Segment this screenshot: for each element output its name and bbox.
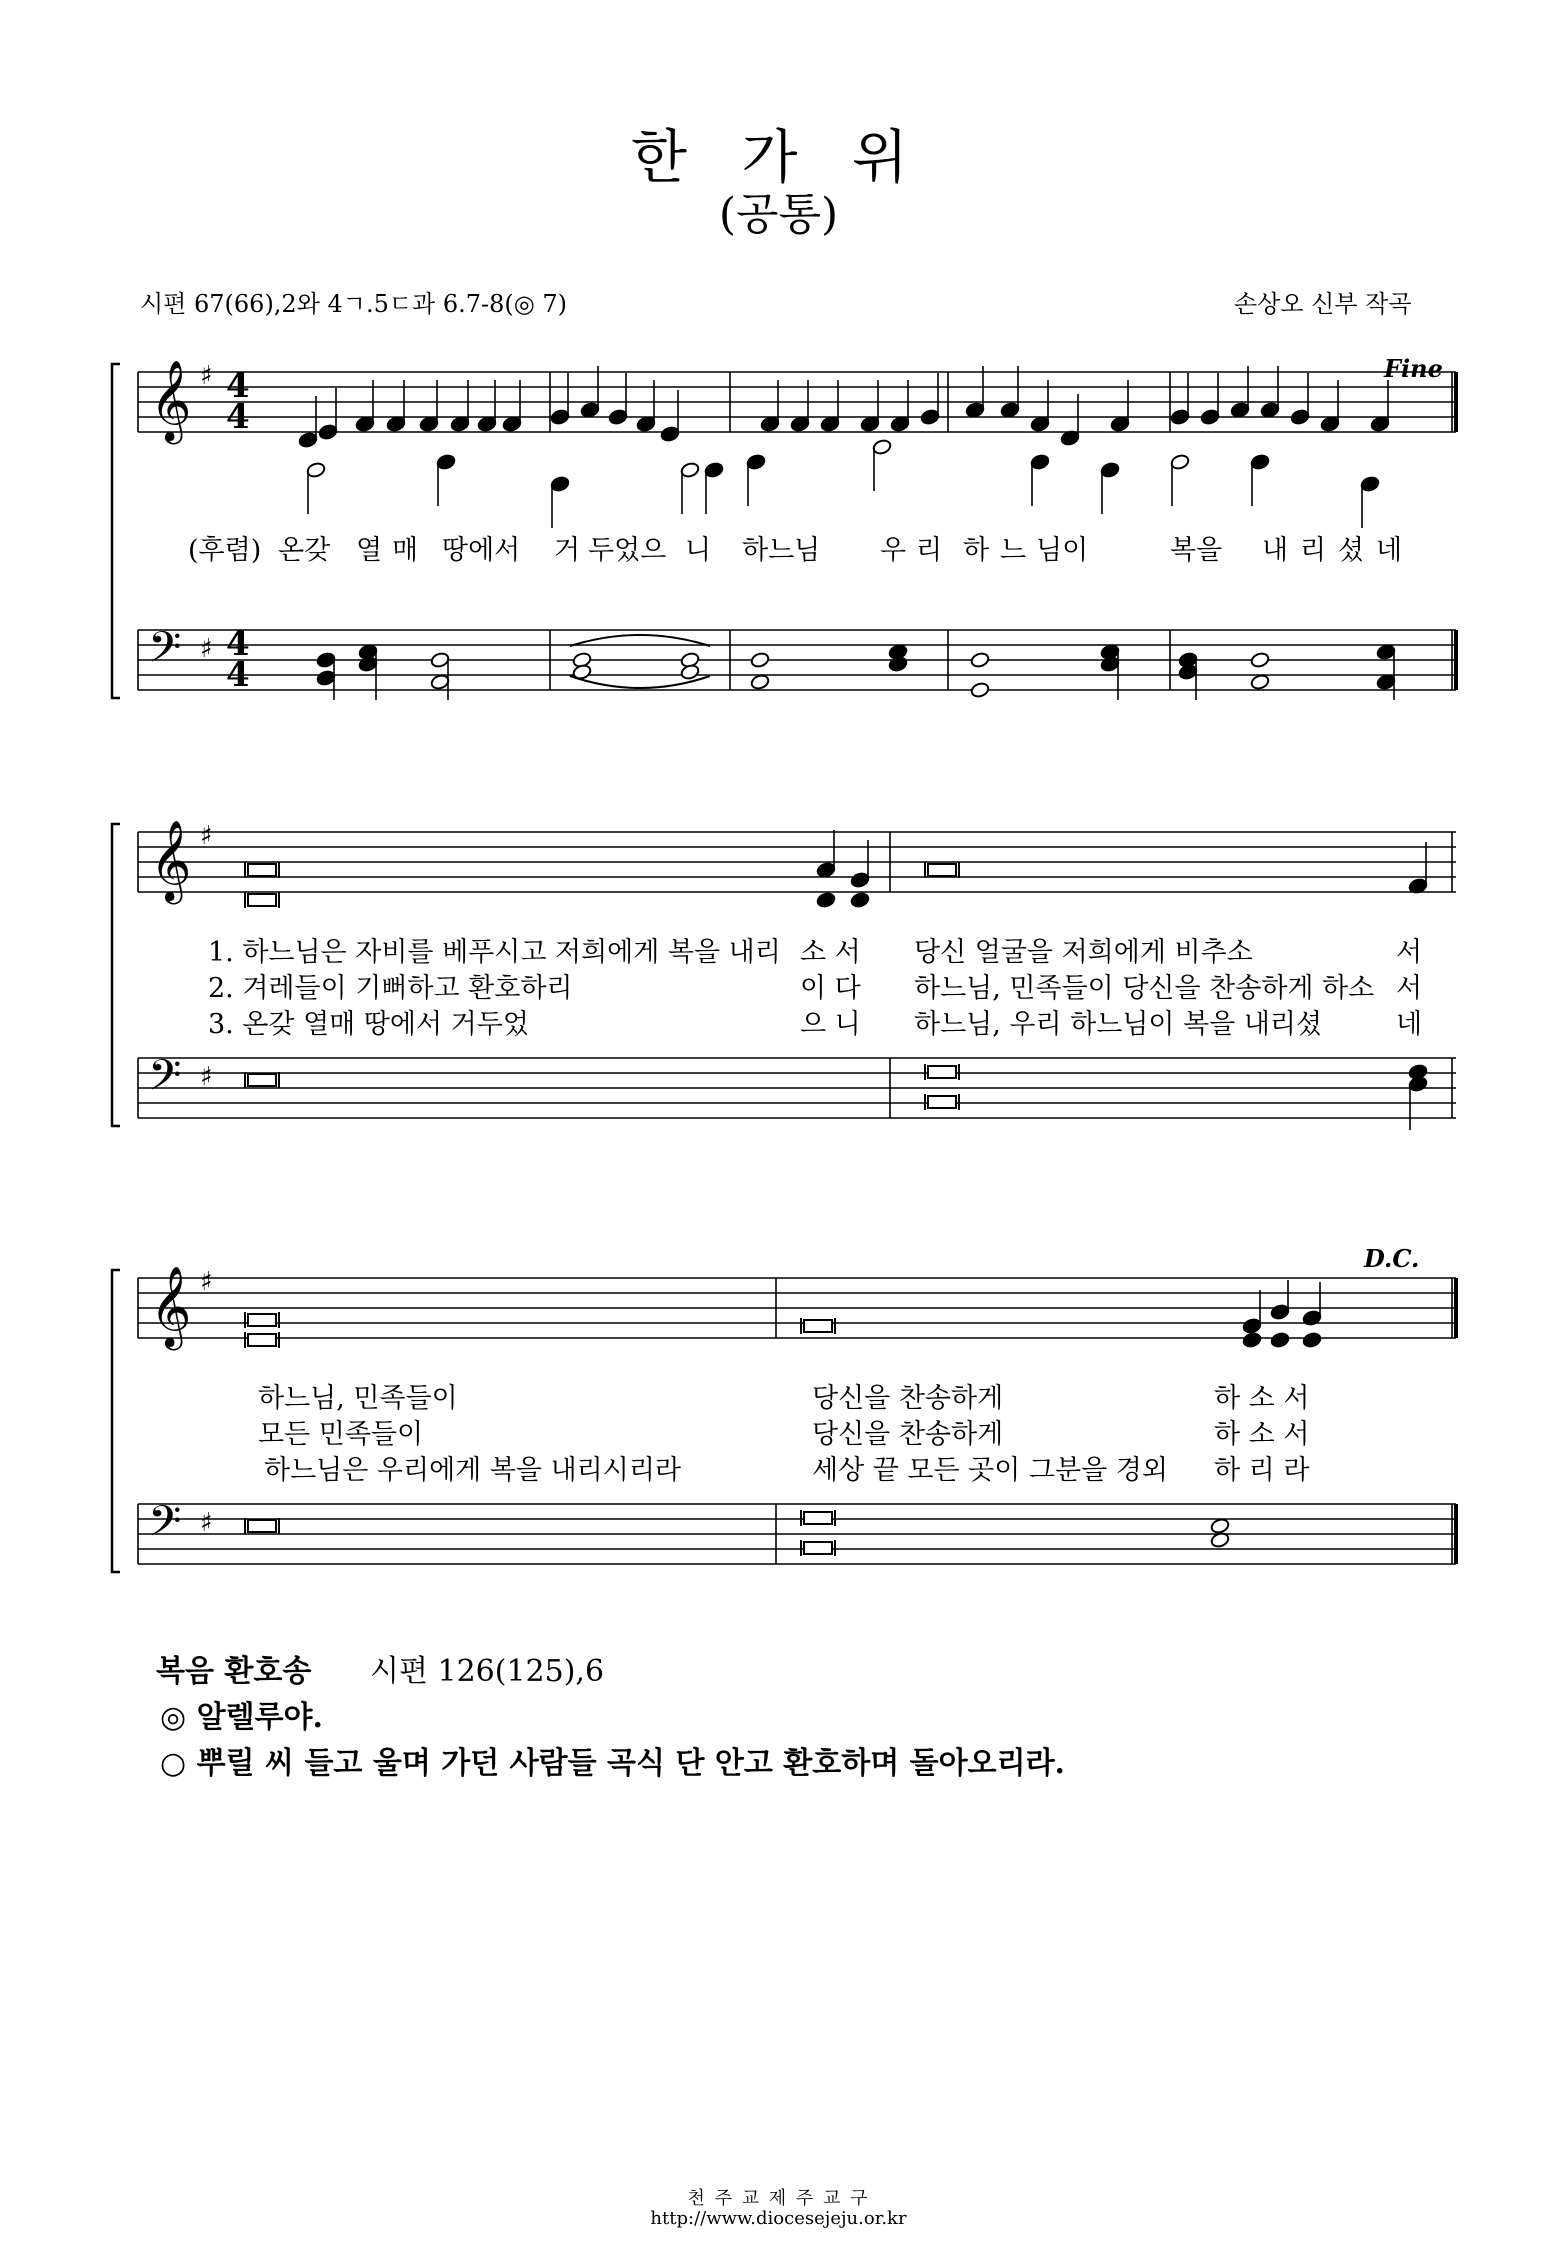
verse-3-line3-c: 하 리 라 bbox=[1214, 1455, 1310, 1486]
gospel-response: ◎ 알렐루야. bbox=[160, 1700, 323, 1735]
system-bracket bbox=[112, 824, 120, 1126]
alto-note bbox=[550, 475, 570, 492]
refrain-word: 복을 bbox=[1170, 535, 1223, 566]
chant-note-bass bbox=[928, 1066, 956, 1078]
note-head bbox=[1242, 1331, 1262, 1348]
refrain-word: 셨 bbox=[1338, 535, 1365, 566]
melody-note bbox=[1370, 415, 1390, 432]
verse-3-last: 네 bbox=[1396, 1009, 1423, 1040]
chant-note bbox=[804, 1320, 832, 1332]
chant-note bbox=[248, 1314, 276, 1326]
melody-note bbox=[920, 408, 940, 425]
melody-note bbox=[890, 415, 910, 432]
bass-note bbox=[316, 669, 336, 686]
refrain-word: 두었으 bbox=[588, 535, 667, 566]
refrain-word: 리 bbox=[916, 535, 943, 566]
verse-3-line3-a: 하느님은 우리에게 복을 내리시리라 bbox=[264, 1455, 681, 1486]
refrain-word: 느 bbox=[1000, 535, 1027, 566]
gospel-reference: 시편 126(125),6 bbox=[370, 1654, 605, 1689]
alto-note bbox=[436, 453, 456, 470]
melody-note bbox=[1260, 401, 1280, 418]
melody-note bbox=[1030, 415, 1050, 432]
note-head bbox=[1302, 1309, 1322, 1326]
melody-note bbox=[355, 415, 375, 432]
refrain-word: 내 bbox=[1262, 535, 1289, 566]
verse-2-line3-b: 당신을 찬송하게 bbox=[812, 1419, 1004, 1450]
note-head bbox=[816, 891, 836, 908]
verse-1-line3-a: 하느님, 민족들이 bbox=[258, 1383, 458, 1414]
note-head bbox=[1242, 1317, 1262, 1334]
verse-3-text: 3. 온갖 열매 땅에서 거두었 bbox=[208, 1009, 529, 1040]
bass-note bbox=[970, 681, 990, 698]
melody-note bbox=[1230, 401, 1250, 418]
melody-note bbox=[820, 415, 840, 432]
note-head bbox=[1270, 1303, 1290, 1320]
melody-note bbox=[1320, 415, 1340, 432]
footer-org: 천 주 교 제 주 교 구 bbox=[687, 2188, 870, 2209]
melody-note bbox=[965, 401, 985, 418]
bass-note bbox=[750, 673, 770, 690]
melody-note bbox=[450, 415, 470, 432]
verse-1-last: 서 bbox=[1396, 937, 1423, 968]
time-sig-top-bass: 4 bbox=[226, 624, 250, 664]
chant-note bbox=[248, 1334, 276, 1346]
alto-note bbox=[680, 461, 700, 478]
alto-note bbox=[1100, 461, 1120, 478]
note-head bbox=[850, 871, 870, 888]
sharp-icon: ♯ bbox=[200, 821, 213, 851]
melody-note bbox=[760, 415, 780, 432]
verse-2-line3-c: 하 소 서 bbox=[1214, 1419, 1310, 1450]
alto-note bbox=[1170, 453, 1190, 470]
treble-clef-icon: 𝄞 bbox=[150, 819, 192, 901]
system-brackets bbox=[112, 364, 120, 1572]
bass-note bbox=[1100, 655, 1120, 672]
bass-note bbox=[316, 651, 336, 668]
page-title: 한 가 위 bbox=[631, 123, 926, 191]
sharp-icon: ♯ bbox=[200, 1508, 213, 1538]
melody-note bbox=[1170, 408, 1190, 425]
bass-note bbox=[888, 655, 908, 672]
melody-note bbox=[318, 423, 338, 440]
melody-note bbox=[477, 415, 497, 432]
refrain-word: 땅에서 bbox=[442, 535, 521, 566]
note-head bbox=[1302, 1331, 1322, 1348]
bass-note bbox=[1376, 673, 1396, 690]
melody-note bbox=[608, 408, 628, 425]
time-sig-bottom-bass: 4 bbox=[226, 655, 250, 695]
melody-note bbox=[1290, 408, 1310, 425]
refrain-word: 님이 bbox=[1036, 535, 1089, 566]
refrain-word: 우 bbox=[880, 535, 907, 566]
chant-note-bass bbox=[804, 1512, 832, 1524]
bass-clef-icon: 𝄢 bbox=[148, 1497, 182, 1557]
verse-2-ending: 이 다 bbox=[800, 973, 861, 1004]
refrain-word: 온갖 bbox=[278, 535, 331, 566]
time-sig-top-treble: 4 bbox=[226, 366, 250, 406]
melody-note bbox=[636, 415, 656, 432]
treble-clef-icon: 𝄞 bbox=[150, 1265, 192, 1347]
verse-1-ending: 소 서 bbox=[800, 937, 861, 968]
sharp-icon: ♯ bbox=[200, 1062, 213, 1092]
refrain-word: 하 bbox=[963, 535, 990, 566]
chant-note-bass bbox=[248, 1074, 276, 1086]
note-head bbox=[850, 891, 870, 908]
melody-note bbox=[660, 425, 680, 442]
chant-note bbox=[928, 864, 956, 876]
bass-note bbox=[750, 651, 770, 668]
refrain-word: 니 bbox=[685, 535, 712, 566]
melody-note bbox=[1200, 408, 1220, 425]
note-head bbox=[816, 861, 836, 878]
bass-clef-icon: 𝄢 bbox=[148, 1051, 182, 1111]
alto-note bbox=[872, 438, 892, 455]
psalm-source: 시편 67(66),2와 4ㄱ.5ㄷ과 6.7-8(◎ 7) bbox=[140, 290, 567, 318]
alto-note bbox=[704, 461, 724, 478]
sharp-icon: ♯ bbox=[200, 361, 213, 391]
melody-note bbox=[502, 415, 522, 432]
refrain-word: 하느님 bbox=[742, 535, 821, 566]
bass-note bbox=[1250, 651, 1270, 668]
bass-note bbox=[1178, 663, 1198, 680]
composer-credit: 손상오 신부 작곡 bbox=[1234, 290, 1412, 318]
alto-note bbox=[1030, 453, 1050, 470]
melody-note bbox=[1000, 401, 1020, 418]
bass-note bbox=[430, 673, 450, 690]
time-sig-bottom-treble: 4 bbox=[226, 397, 250, 437]
refrain-word: (후렴) bbox=[188, 535, 262, 566]
verse-3-text2: 하느님, 우리 하느님이 복을 내리셨 bbox=[914, 1009, 1323, 1040]
sharp-icon: ♯ bbox=[200, 634, 213, 664]
page-subtitle: (공통) bbox=[718, 189, 839, 240]
system-bracket bbox=[112, 364, 120, 698]
bass-clef-icon: 𝄢 bbox=[148, 623, 182, 683]
verse-3-ending: 으 니 bbox=[800, 1009, 861, 1040]
verse-2-text: 2. 겨레들이 기뻐하고 환호하리 bbox=[208, 973, 573, 1004]
verse-1-line3-c: 하 소 서 bbox=[1214, 1383, 1310, 1414]
melody-note bbox=[580, 401, 600, 418]
melody-note bbox=[298, 431, 318, 448]
alto-note bbox=[746, 453, 766, 470]
verse-1-text: 1. 하느님은 자비를 베푸시고 저희에게 복을 내리 bbox=[208, 937, 781, 968]
gospel-verse: ○ 뿌릴 씨 들고 울며 가던 사람들 곡식 단 안고 환호하며 돌아오리라. bbox=[160, 1746, 1065, 1781]
dc-mark: D.C. bbox=[1364, 1244, 1420, 1273]
bass-note bbox=[430, 651, 450, 668]
verse-1-line3-b: 당신을 찬송하게 bbox=[812, 1383, 1004, 1414]
melody-note bbox=[550, 408, 570, 425]
bass-note bbox=[358, 655, 378, 672]
refrain-word: 열 bbox=[356, 535, 383, 566]
chant-note-bass bbox=[804, 1542, 832, 1554]
melody-note bbox=[860, 415, 880, 432]
treble-clef-icon: 𝄞 bbox=[150, 359, 192, 441]
bass-note bbox=[1250, 673, 1270, 690]
fine-mark: Fine bbox=[1384, 354, 1443, 383]
verse-2-line3-a: 모든 민족들이 bbox=[258, 1419, 424, 1450]
alto-note bbox=[1250, 453, 1270, 470]
system-bracket bbox=[112, 1270, 120, 1572]
note-head bbox=[1270, 1331, 1290, 1348]
gospel-heading: 복음 환호송 bbox=[156, 1654, 312, 1689]
verse-3-line3-b: 세상 끝 모든 곳이 그분을 경외 bbox=[812, 1455, 1168, 1486]
verse-2-text2: 하느님, 민족들이 당신을 찬송하게 하소 bbox=[914, 973, 1375, 1004]
chant-note-bass bbox=[928, 1096, 956, 1108]
melody-note bbox=[419, 415, 439, 432]
bass-note bbox=[1376, 643, 1396, 660]
footer-url: http://www.diocesejeju.or.kr bbox=[650, 2208, 907, 2229]
melody-note bbox=[386, 415, 406, 432]
refrain-word: 리 bbox=[1300, 535, 1327, 566]
bass-note bbox=[680, 663, 700, 680]
chant-note-bass bbox=[248, 1520, 276, 1532]
note-head bbox=[1210, 1517, 1230, 1534]
melody-note bbox=[790, 415, 810, 432]
refrain-word: 매 bbox=[392, 535, 419, 566]
alto-note bbox=[1360, 475, 1380, 492]
verse-1-text2: 당신 얼굴을 저희에게 비추소 bbox=[914, 937, 1253, 968]
bass-note bbox=[970, 651, 990, 668]
refrain-word: 네 bbox=[1376, 535, 1403, 566]
sharp-icon: ♯ bbox=[200, 1267, 213, 1297]
chant-note bbox=[248, 864, 276, 876]
refrain-word: 거 bbox=[554, 535, 581, 566]
alto-note bbox=[306, 461, 326, 478]
chant-note bbox=[248, 894, 276, 906]
melody-note bbox=[1110, 415, 1130, 432]
note-head bbox=[1408, 1075, 1428, 1092]
verse-2-last: 서 bbox=[1396, 973, 1423, 1004]
